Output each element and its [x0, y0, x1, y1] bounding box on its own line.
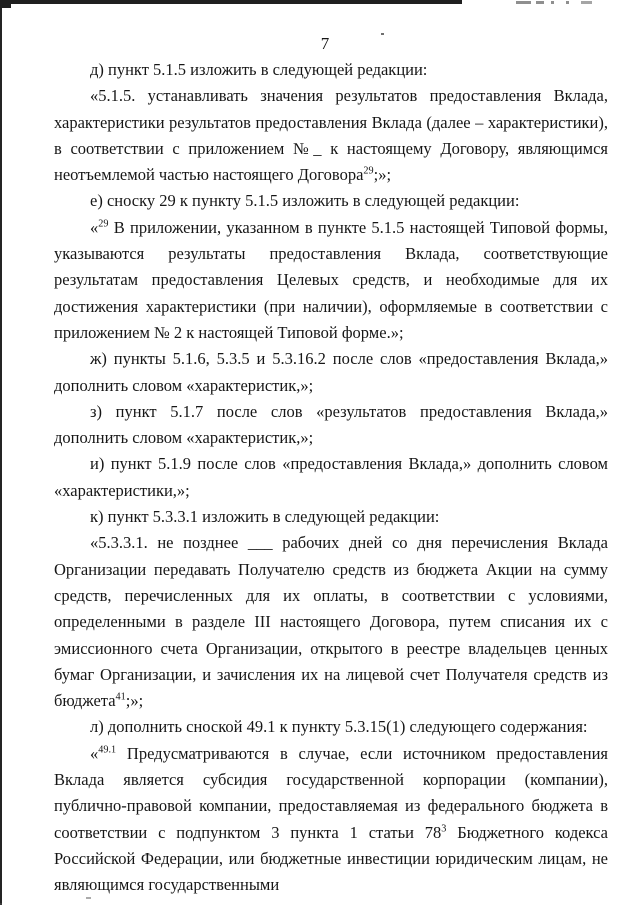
paragraph: з) пункт 5.1.7 после слов «результатов предоставления Вклада,» дополнить словом «характеристик,»;: [54, 401, 608, 448]
scan-artifact-top-corner: [0, 0, 11, 8]
scan-artifact-top-line: [0, 0, 462, 4]
paragraph: д) пункт 5.1.5 изложить в следующей редакции:: [90, 60, 428, 79]
paragraph: ж) пункты 5.1.6, 5.3.5 и 5.3.16.2 после слов «предоставления Вклада,» дополнить словом «характеристик,»;: [54, 349, 608, 395]
scan-artifact-dash: [536, 1, 544, 4]
scan-artifact-left-line: [0, 3, 2, 903]
paragraph: к) пункт 5.3.3.1 изложить в следующей редакции:: [90, 507, 440, 527]
paragraph: е) сноску 29 к пункту 5.1.5 изложить в следующей редакции:: [90, 191, 520, 211]
paragraph: и) пункт 5.1.9 после слов «предоставления Вклада,» дополнить словом «характеристики,»;: [54, 454, 608, 500]
scan-artifact-dash: [581, 1, 592, 4]
paragraph: «$^{49.1}$ Предусматриваются в случае, если источником предоставления Вклада является субсидия государственной корпорации (компании), публично-правовой компании, предоставляемая из федерального бюджета в соответствии с подпунктом 3 пункта 1 статьи $78^3$ Бюджетного кодекса Российской Федерации, или бюджетные инвестиции юридическим лицам, не являющимся государственными: [54, 743, 608, 895]
paragraph: «5.3.3.1. не позднее ___ рабочих дней со дня перечисления Вклада Организации передавать Получателю средств из бюджета Акции на сумму средств, перечисленных для их оплаты, в соответствии с условиями, определенными в разделе III настоящего Договора, путем списания их с эмиссионного счета Организации, открытого в реестре владельцев ценных бумаг Организации, и зачисления их на лицевой счет Получателя средств из бюджета$^{41}$;»;: [54, 533, 608, 711]
scan-artifact-dash: [516, 1, 531, 4]
scan-artifact-dash: [566, 1, 569, 4]
page-number: 7: [320, 34, 330, 53]
paragraph: «5.1.5. устанавливать значения результатов предоставления Вклада, характеристики результатов предоставления Вклада (далее – характеристики), в соответствии с приложением №_ к настоящему Договору, являющимся неотъемлемой частью настоящего Договора$^{29}$;»;: [54, 86, 608, 185]
document-body: [54, 57, 608, 899]
scan-artifact-dash: [551, 1, 554, 4]
paragraph: «$^{29}$ В приложении, указанном в пункте 5.1.5 настоящей Типовой формы, указываются результаты предоставления Вклада, соответствующие результатам предоставления Целевых средств, и необходимые для их достижения характеристики (при наличии), оформляемые в соответствии с приложением № 2 к настоящей Типовой форме.»;: [54, 217, 608, 342]
paragraph: л) дополнить сноской 49.1 к пункту 5.3.15(1) следующего содержания:: [90, 717, 588, 737]
